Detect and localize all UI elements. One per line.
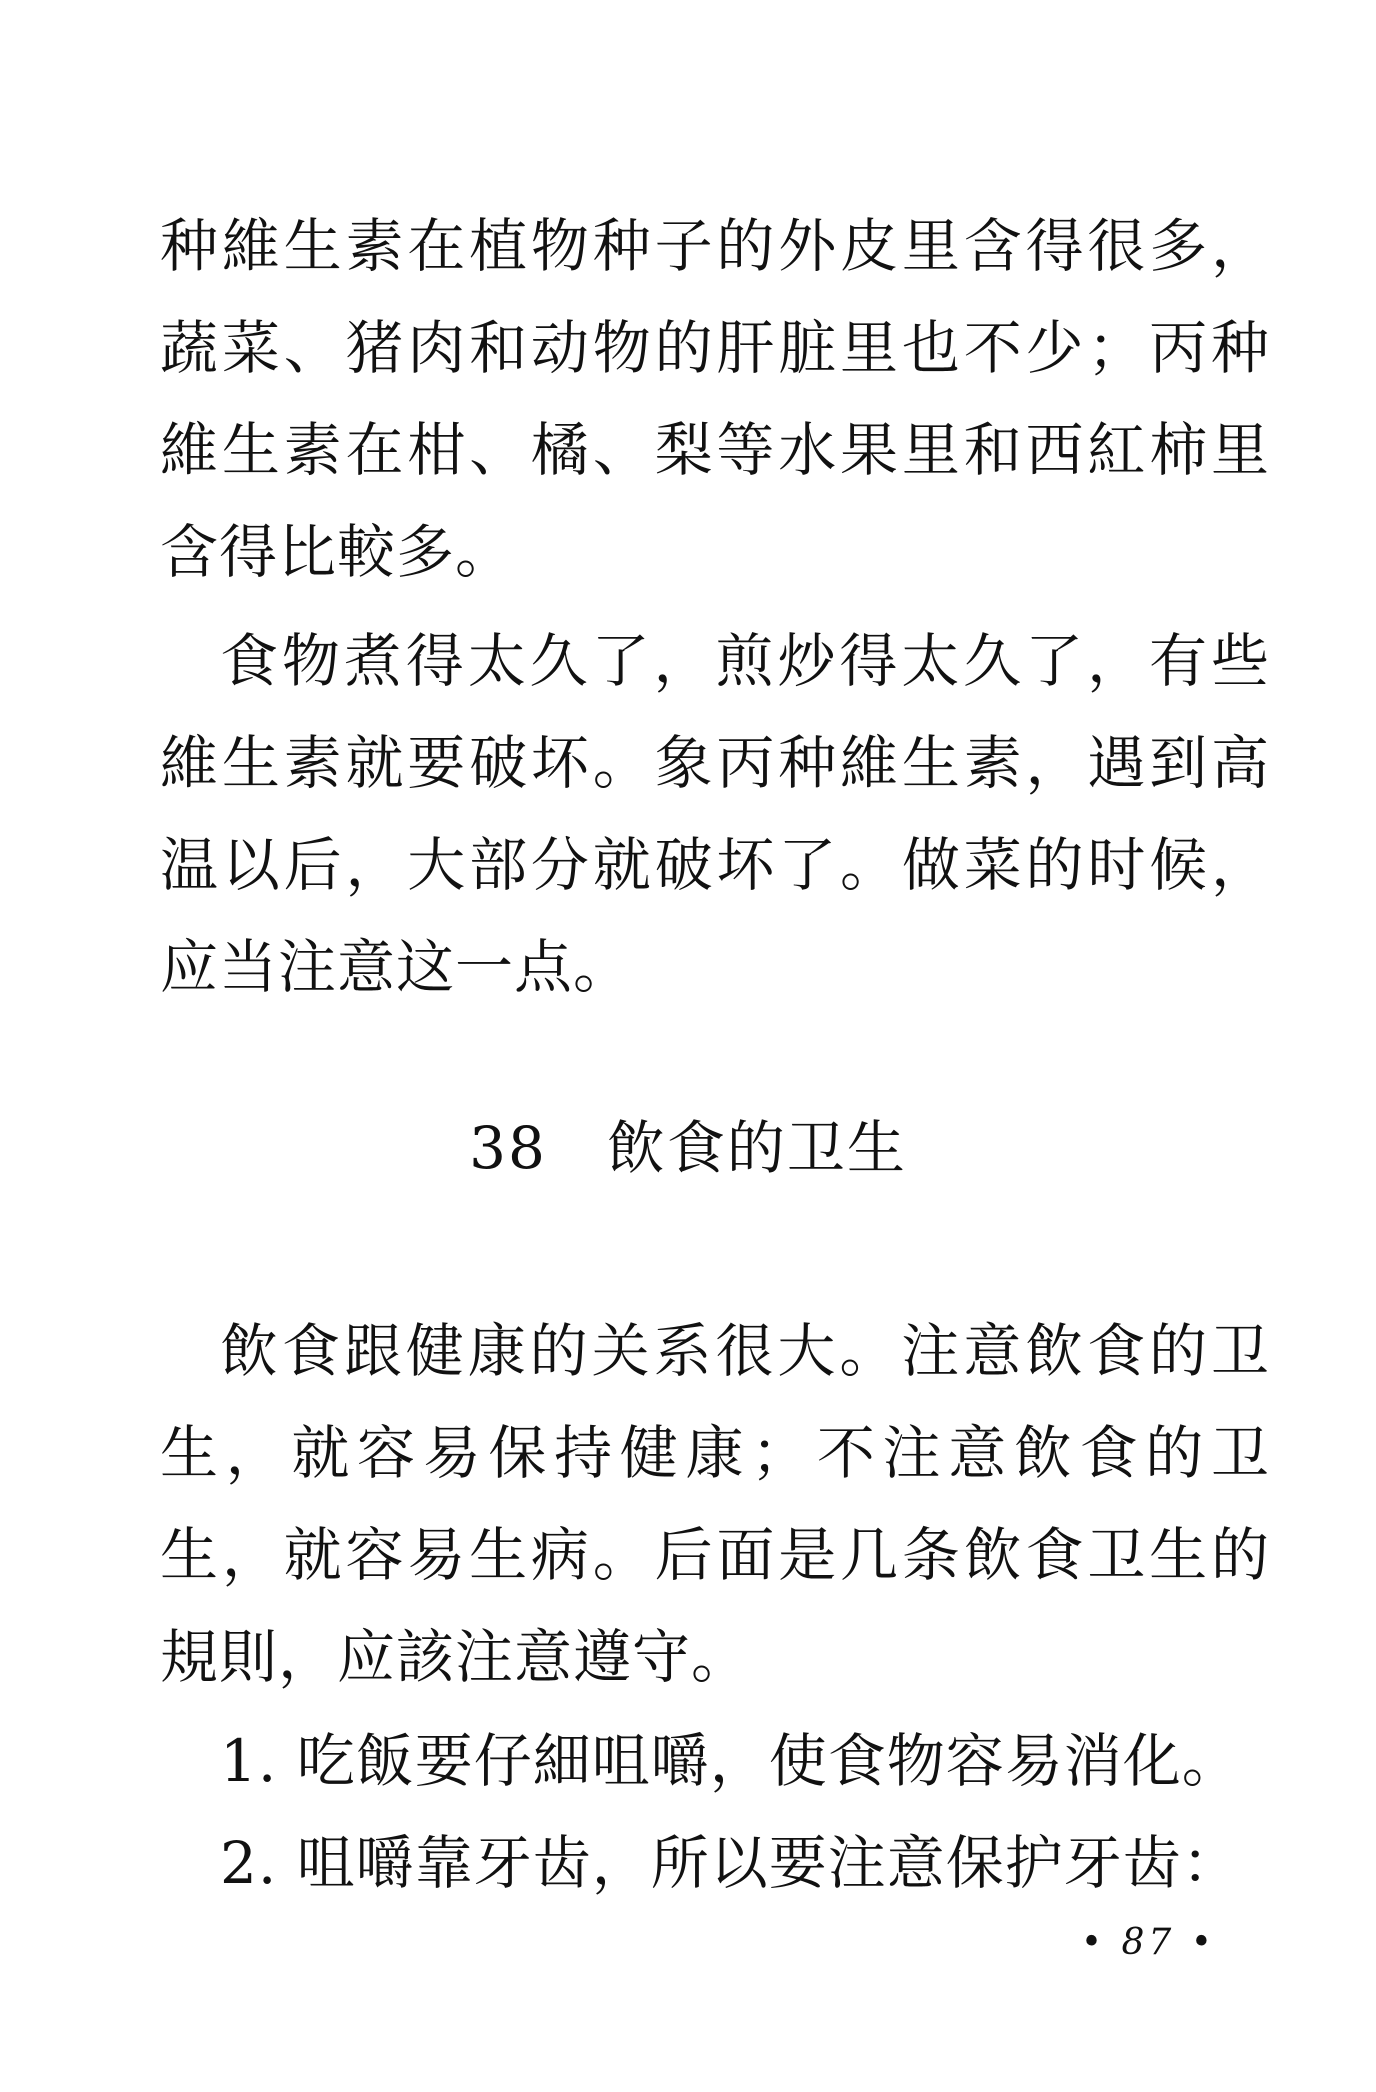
section-heading	[0, 1108, 1376, 1188]
paragraph-text: 飲食跟健康的关系很大。注意飲食的卫生，就容易保持健康；不注意飲食的卫生，就容易生病。后面是几条飲食卫生的規則，应該注意遵守。	[160, 1317, 1270, 1691]
page-number: • 87 •	[1080, 1922, 1216, 1963]
list-item-text: 1. 吃飯要仔細咀嚼，使食物容易消化。	[220, 1727, 1241, 1795]
paragraph-text: 种維生素在植物种子的外皮里含得很多，蔬菜、猪肉和动物的肝脏里也不少；丙种維生素在柑、橘、梨等水果里和西紅柿里含得比較多。	[160, 212, 1270, 586]
paragraph-vitamin-sources	[160, 195, 1270, 603]
section-title: 飲食的卫生	[606, 1114, 907, 1182]
paragraph-text: 食物煮得太久了，煎炒得太久了，有些維生素就要破坏。象丙种維生素，遇到高温以后，大部分就破坏了。做菜的时候，应当注意这一点。	[160, 627, 1270, 1001]
section-number: 38	[469, 1114, 547, 1182]
paragraph-cooking-note	[160, 610, 1270, 1018]
list-item-rule-1	[160, 1710, 1270, 1812]
list-item-text: 2. 咀嚼靠牙齿，所以要注意保护牙齿：	[220, 1829, 1241, 1897]
paragraph-diet-intro	[160, 1300, 1270, 1708]
list-item-rule-2	[160, 1812, 1270, 1914]
